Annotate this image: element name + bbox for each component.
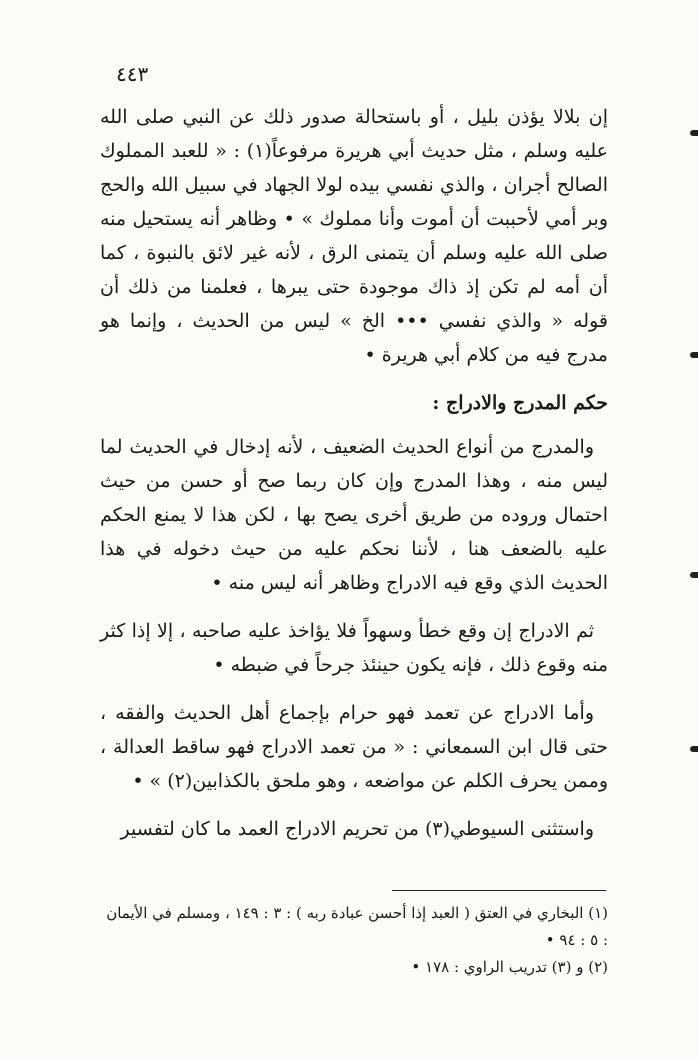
paragraph: والمدرج من أنواع الحديث الضعيف ، لأنه إدخال في الحديث لما ليس منه ، وهذا المدرج وإن كان ربما صح أو حسن من حيث احتمال وروده من طريق أخرى يصح بها ، لكن هذا لا يمنع الحكم عليه بالضعف هنا ، لأننا نحكم عليه من حيث دخوله في هذا الحديث الذي وقع فيه الادراج وظاهر أنه ليس منه • <box>100 436 608 594</box>
footnote: (١) البخاري في العتق ( العبد إذا أحسن عبادة ربه ) : ٣ : ١٤٩ ، ومسلم في الأيمان : ٥ : ٩٤ • <box>106 904 608 949</box>
main-text <box>100 100 608 860</box>
section-heading: حكم المدرج والادراج : <box>432 392 608 414</box>
paragraph: واستثنى السيوطي(٣) من تحريم الادراج العمد ما كان لتفسير <box>120 818 594 840</box>
paragraph: ثم الادراج إن وقع خطأ وسهواً فلا يؤاخذ عليه صاحبه ، إلا إذا كثر منه وقوع ذلك ، فإنه يكون حينئذ جرحاً في ضبطه • <box>100 620 608 676</box>
footnote: (٢) و (٣) تدريب الراوي : ١٧٨ • <box>411 958 608 976</box>
footnotes <box>100 900 608 981</box>
scan-edge-mark <box>690 746 698 752</box>
scan-edge-mark <box>690 352 698 358</box>
scan-edge-mark <box>690 572 698 578</box>
paragraph: وأما الادراج عن تعمد فهو حرام بإجماع أهل الحديث والفقه ، حتى قال ابن السمعاني : « من تعمد الادراج فهو ساقط العدالة ، وممن يحرف الكلم عن مواضعه ، وهو ملحق بالكذابين(٢) » • <box>100 702 608 792</box>
scan-edge-mark <box>690 130 698 136</box>
page-number: ٤٤٣ <box>116 62 149 86</box>
paragraph-intro: إن بلالا يؤذن بليل ، أو باستحالة صدور ذلك عن النبي صلى الله عليه وسلم ، مثل حديث أبي هريرة مرفوعاً(١) : « للعبد المملوك الصالح أجران ، والذي نفسي بيده لولا الجهاد في سبيل الله والحج وبر أمي لأحببت أن أموت وأنا مملوك » • وظاهر أنه يستحيل منه صلى الله عليه وسلم أن يتمنى الرق ، لأنه غير لائق بالنبوة ، كما أن أمه لم تكن إذ ذاك موجودة حتى يبرها ، فعلمنا من ذلك أن قوله « والذي نفسي ••• الخ » ليس من الحديث ، وإنما هو مدرج فيه من كلام أبي هريرة • <box>100 106 608 366</box>
footnote-divider <box>392 890 606 891</box>
